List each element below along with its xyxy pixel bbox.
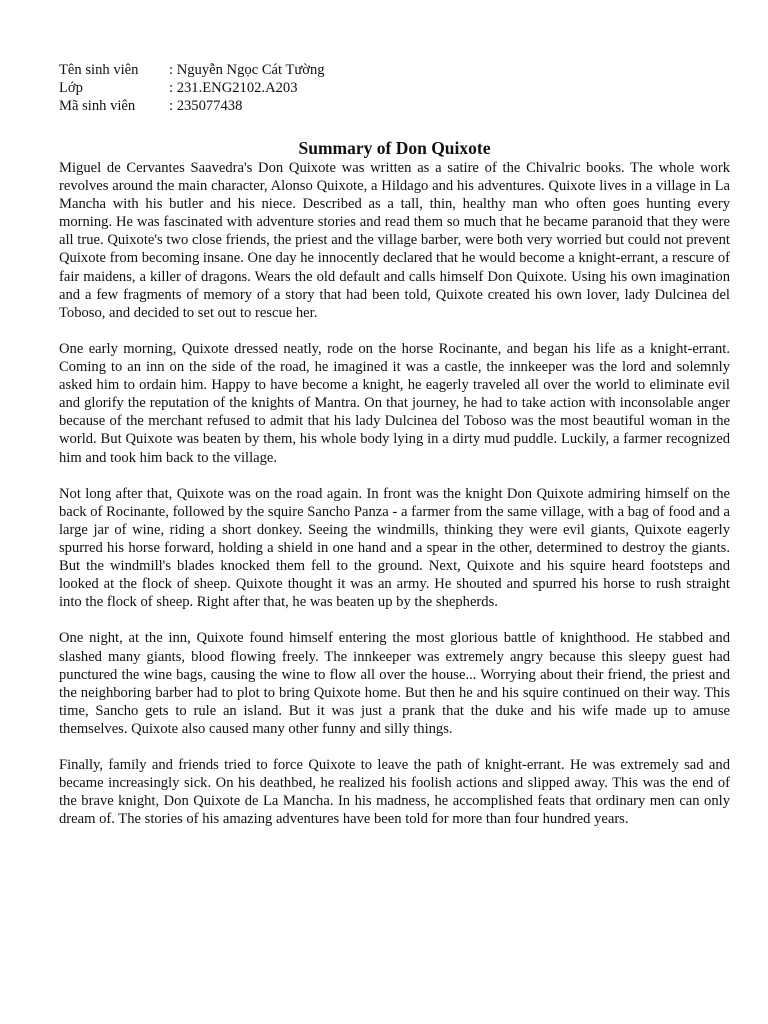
student-id-value: : 235077438 [169,98,243,114]
document-page [59,61,730,828]
paragraph-4: One night, at the inn, Quixote found himself entering the most glorious battle of knighthood. He stabbed and slashed many giants, blood flowing freely. The innkeeper was extremely angry because this sleepy guest had punctured the wine bags, causing the wine to flow all over the house... Worrying about their friend, the priest and the neighboring barber had to plot to bring Quixote home. But then he and his squire continued on their way. This time, Sancho gets to rule an island. But it was just a prank that the duke and his wife made up to amuse themselves. Quixote also caused many other funny and silly things. [59,630,730,737]
student-id-label: Mã sinh viên [59,98,136,114]
class-value: : 231.ENG2102.A203 [169,80,298,96]
paragraph-2: One early morning, Quixote dressed neatly, rode on the horse Rocinante, and began his life as a knight-errant. Coming to an inn on the side of the road, he imagined it was a castle, the innkeeper was the lord and solemnly asked him to ordain him. Happy to have become a knight, he eagerly traveled all over the world to eliminate evil and glorify the reputation of the knights of Mantra. On that journey, he had to take action with inconsolable anger because of the merchant refused to admit that his lady Dulcinea del Toboso was the most beautiful woman in the world. But Quixote was beaten by them, his whole body lying in a dirty mud puddle. Luckily, a farmer recognized him and took him back to the village. [59,340,730,466]
paragraph-3: Not long after that, Quixote was on the road again. In front was the knight Don Quixote admiring himself on the back of Rocinante, followed by the squire Sancho Panza - a farmer from the same village, with a bag of food and a large jar of wine, riding a short donkey. Seeing the windmills, thinking they were evil giants, Quixote eagerly spurred his horse forward, holding a shield in one hand and a spear in the other, determined to destroy the giants. But the windmill's blades knocked them fell to the ground. Next, Quixote and his squire heard footsteps and looked at the flock of sheep. Quixote thought it was an army. He shouted and spurred his horse to rush straight into the flock of sheep. Right after that, he was beaten up by the shepherds. [59,485,730,611]
student-name-label: Tên sinh viên [59,62,139,78]
paragraph-1: Miguel de Cervantes Saavedra's Don Quixote was written as a satire of the Chivalric books. The whole work revolves around the main character, Alonso Quixote, a Hildago and his adventures. Quixote lives in a village in La Mancha with his butler and his niece. Described as a tall, thin, healthy man who often goes hunting every morning. He was fascinated with adventure stories and read them so much that he became paranoid that they were all true. Quixote's two close friends, the priest and the village barber, were both very worried but could not prevent Quixote from becoming insane. One day he innocently declared that he would become a knight-errant, a rescure of fair maidens, a killer of dragons. Wears the old default and calls himself Don Quixote. Using his own imagination and a few fragments of memory of a story that had been told, Quixote created his own lover, lady Dulcinea del Toboso, and decided to set out to rescue her. [59,160,730,321]
class-label: Lớp [59,80,83,96]
document-body [59,159,730,828]
student-info [59,61,730,115]
student-name-value: : Nguyễn Ngọc Cát Tường [169,62,325,78]
paragraph-5: Finally, family and friends tried to force Quixote to leave the path of knight-errant. He was extremely sad and became increasingly sick. On his deathbed, he realized his foolish actions and slipped away. This was the end of the brave knight, Don Quixote de La Mancha. In his madness, he accomplished feats that ordinary men can only dream of. The stories of his amazing adventures have been told for more than four hundred years. [59,757,730,828]
document-title: Summary of Don Quixote [298,138,491,158]
